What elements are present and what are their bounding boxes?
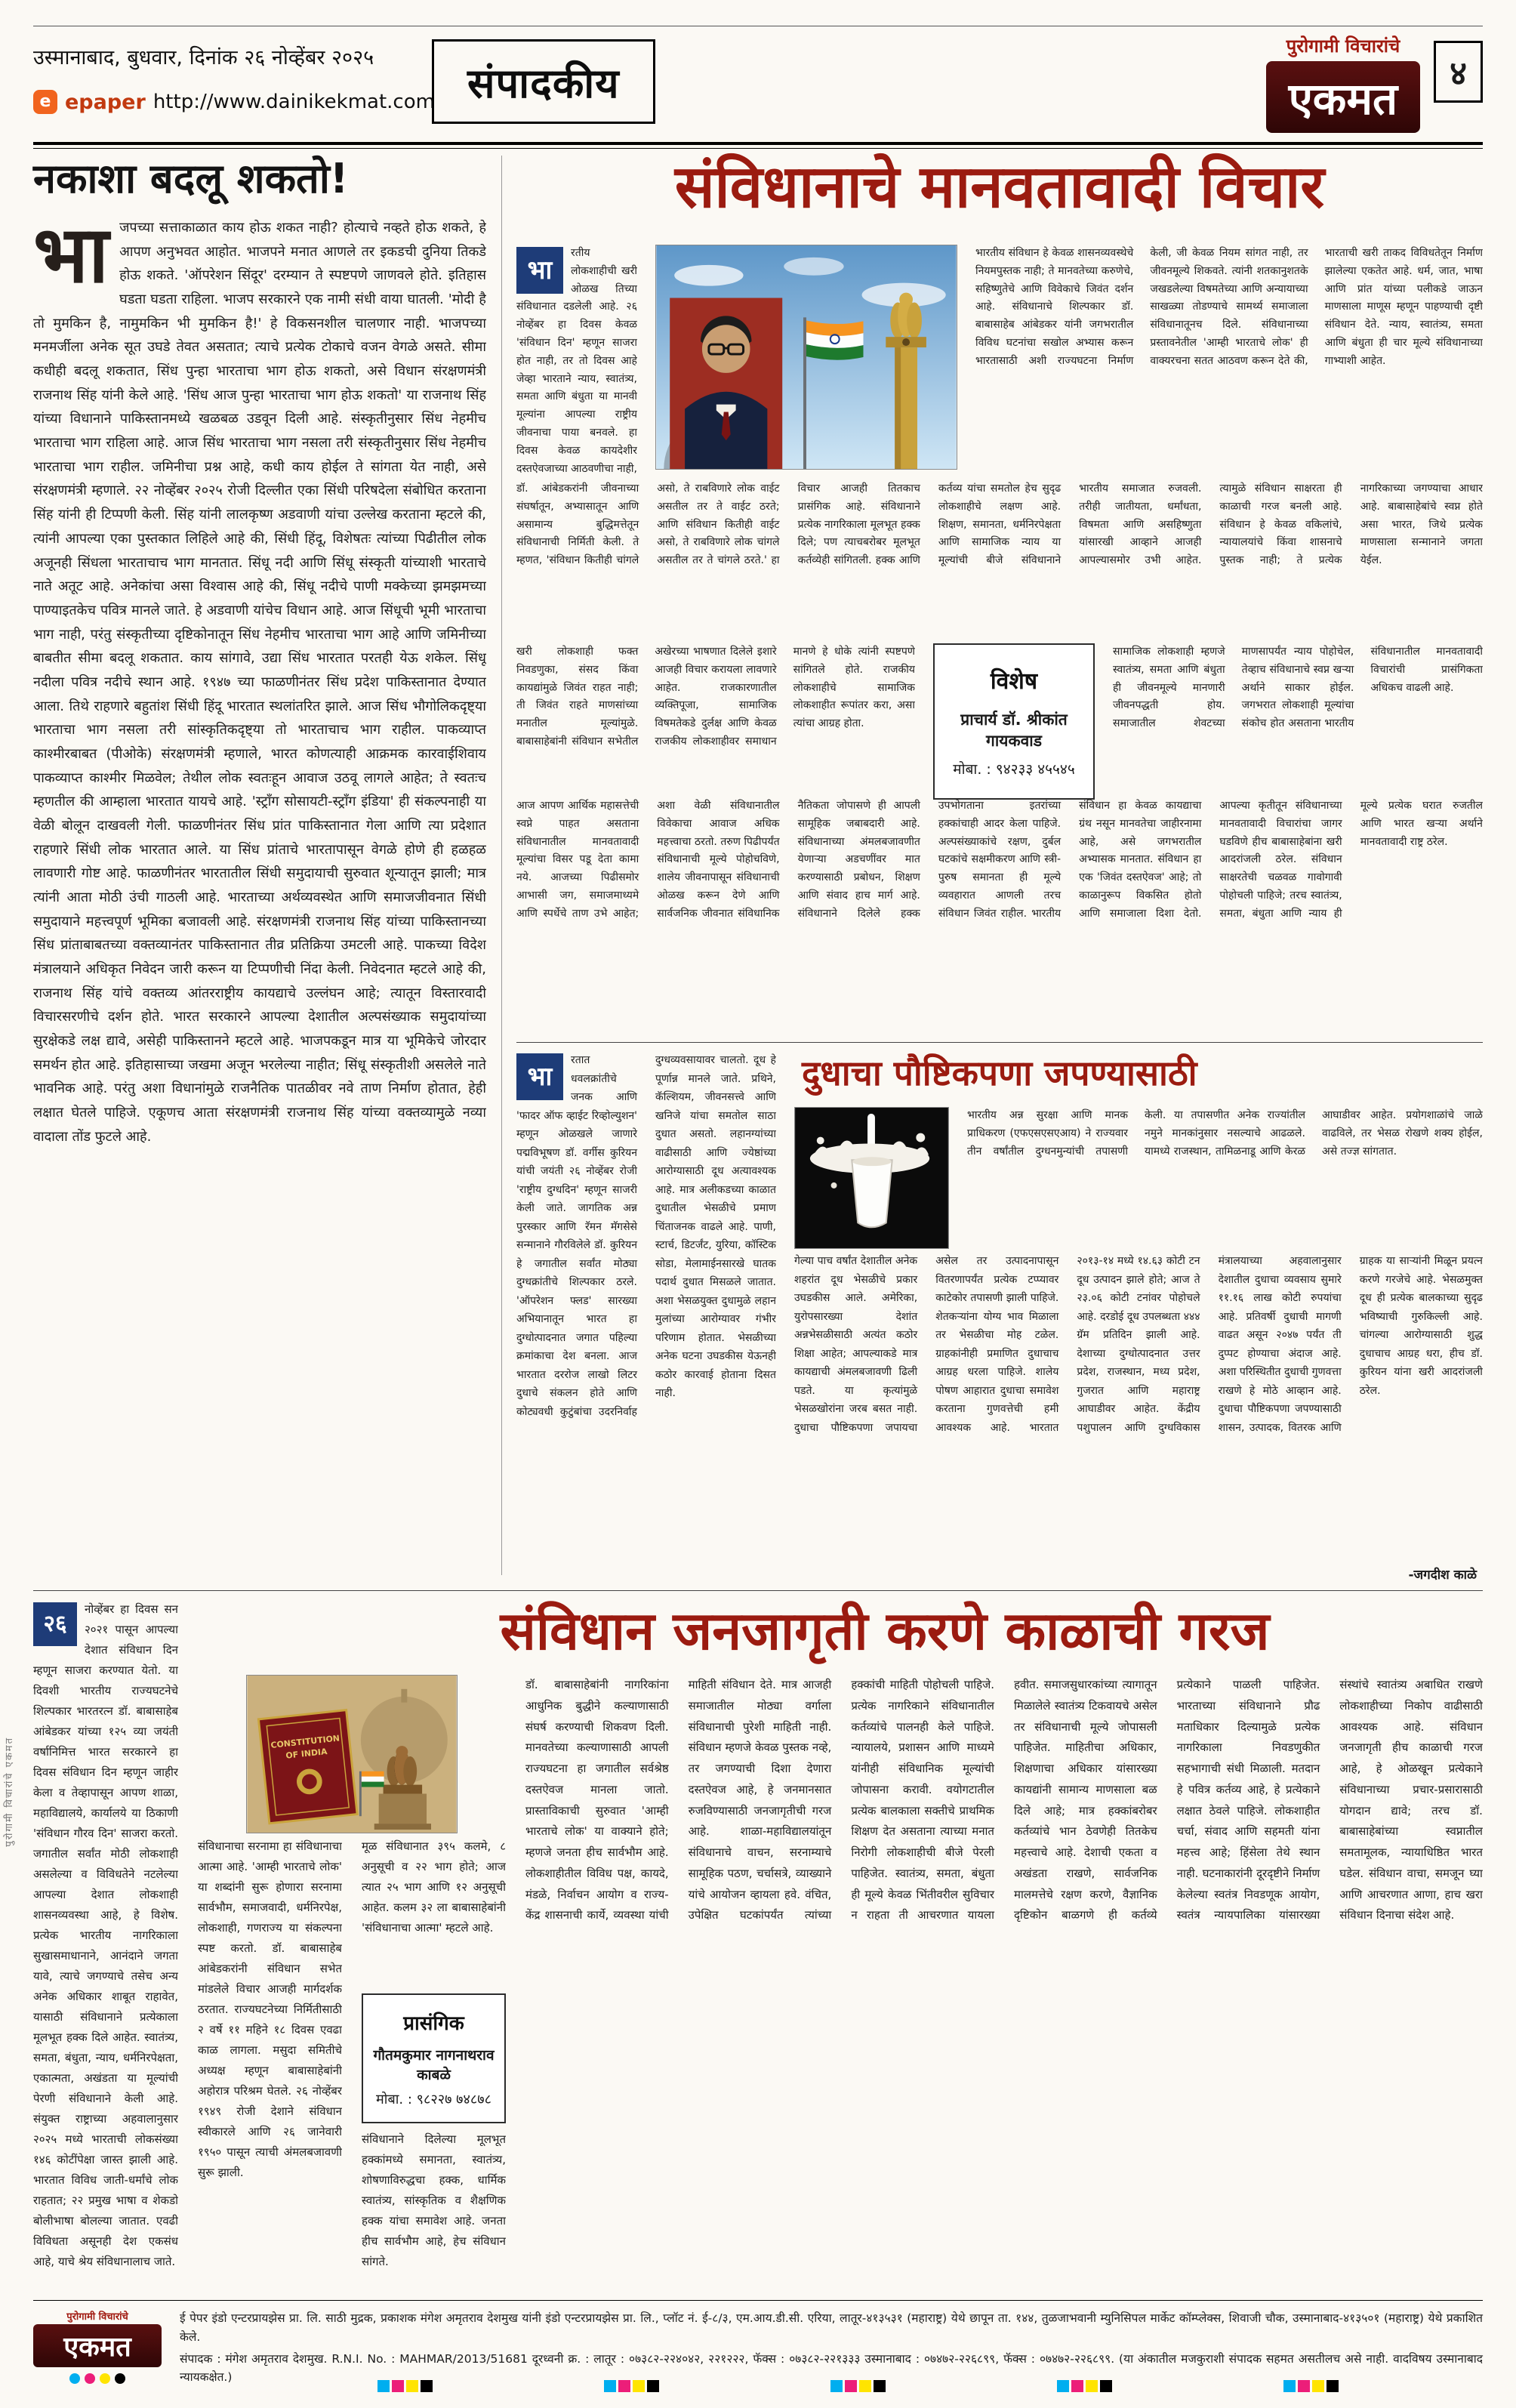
milk-photo-wrap (794, 1107, 949, 1250)
bottom-columns-right: डॉ. बाबासाहेबांनी नागरिकांना आधुनिक बुद्धीने कल्याणासाठी संघर्ष करण्याची शिकवण दिली. मानवतेच्या कल्याणासाठी आपली राज्यघटना हा जगातील सर्वश्रेष्ठ दस्तऐवज मानला जातो. प्रास्ताविकाची सुरुवात 'आम्ही भारताचे लोक' या वाक्याने होते; म्हणजे जनता हीच सार्वभौम आहे. लोकशाहीतील विविध पक्ष, कायदे, मंडळे, निर्वाचन आयोग व राज्य-केंद्र शासनाची कार्ये, व्यवस्था यांची माहिती संविधान देते. मात्र आजही समाजातील मोठ्या वर्गाला संविधानाची पुरेशी माहिती नाही. संविधान म्हणजे केवळ पुस्तक नव्हे, तर जगण्याची दिशा देणारा दस्तऐवज आहे, हे जनमानसात रुजविण्यासाठी जनजागृतीची गरज आहे. शाळा-महाविद्यालयांतून संविधानाचे वाचन, सरनाम्याचे सामूहिक पठण, चर्चासत्रे, व्याख्याने यांचे आयोजन व्हायला हवे. वंचित, उपेक्षित घटकांपर्यंत त्यांच्या हक्कांची माहिती पोहोचली पाहिजे. प्रत्येक नागरिकाने संविधानातील कर्तव्यांचे पालनही केले पाहिजे. न्यायालये, प्रशासन आणि माध्यमे यांनीही संविधानिक मूल्यांची जोपासना करावी. वयोगटातील प्रत्येक बालकाला सक्तीचे प्राथमिक शिक्षण देत असताना त्याच्या मनात निरोगी लोकशाहीची बीजे पेरली पाहिजेत. स्वातंत्र्य, समता, बंधुता ही मूल्ये केवळ भिंतीवरील सुविचार न राहता ती आचरणात यायला हवीत. समाजसुधारकांच्या त्यागातून मिळालेले स्वातंत्र्य टिकवायचे असेल तर संविधानाची मूल्ये जोपासली पाहिजेत. माहितीचा अधिकार, शिक्षणाचा अधिकार यांसारख्या कायद्यांनी सामान्य माणसाला बळ दिले आहे; मात्र हक्कांबरोबर कर्तव्यांचे भान ठेवणेही तितकेच महत्त्वाचे आहे. देशाची एकता व अखंडता राखणे, सार्वजनिक मालमत्तेचे रक्षण करणे, वैज्ञानिक दृष्टिकोन बाळगणे ही कर्तव्ये प्रत्येकाने पाळली पाहिजेत. भारताच्या संविधानाने प्रौढ मताधिकार दिल्यामुळे प्रत्येक नागरिकाला निवडणुकीत सहभागाची संधी मिळाली. मतदान हे पवित्र कर्तव्य आहे, हे प्रत्येकाने लक्षात ठेवले पाहिजे. लोकशाहीत चर्चा, संवाद आणि सहमती यांना महत्त्व आहे; हिंसेला तेथे स्थान नाही. घटनाकारांनी दूरदृष्टीने निर्माण केलेल्या स्वतंत्र निवडणूक आयोग, स्वतंत्र न्यायपालिका यांसारख्या संस्थांचे स्वातंत्र्य अबाधित राखणे लोकशाहीच्या निकोप वाढीसाठी आवश्यक आहे. संविधान जनजागृती हीच काळाची गरज आहे, हे ओळखून प्रत्येकाने संविधानाच्या प्रचार-प्रसारासाठी योगदान द्यावे; तरच डॉ. बाबासाहेबांच्या स्वप्नातील समतामूलक, न्यायाधिष्ठित भारत घडेल. संविधान वाचा, समजून घ्या आणि आचरणात आणा, हाच खरा संविधान दिनाचा संदेश आहे. (525, 1678, 1483, 1922)
milk-headline: दुधाचा पौष्टिकपणा जपण्यासाठी (802, 1053, 1197, 1093)
occasional-box-phone: मोबा. : ९८२२७ ७४८७८ (376, 2092, 491, 2107)
main-headline: संविधानाचे मानवतावादी विचार (674, 153, 1325, 221)
bottom-text-d1: मूळ संविधानात ३९५ कलमे, ८ अनुसूची व २२ भाग होते; आज त्यात २५ भाग आणि १२ अनुसूची आहेत. कलम ३२ ला बाबासाहेबांनी 'संविधानाचा आत्मा' म्हटले आहे. (362, 1839, 506, 1935)
main-band-a (516, 245, 1483, 479)
print-color-marks (1283, 2380, 1339, 2392)
main-photo-wrap (655, 245, 957, 479)
special-box-phone: मोबा. : ९४२३३ ४५५४५ (953, 761, 1075, 778)
footer-rule (33, 2300, 1483, 2301)
milk-row-1 (794, 1107, 1483, 1250)
constitution-book-photo (246, 1675, 458, 1833)
main-band-b: डॉ. आंबेडकरांनी जीवनाच्या संघर्षातून, अभ्यासातून आणि असामान्य बुद्धिमत्तेतून संविधानाची निर्मिती केली. ते म्हणत, 'संविधान कितीही चांगले असो, ते राबविणारे लोक वाईट असतील तर ते वाईट ठरते; आणि संविधान कितीही वाईट असो, ते राबविणारे लोक चांगले असतील तर ते चांगले ठरते.' हा विचार आजही तितकाच प्रासंगिक आहे. संविधानाने प्रत्येक नागरिकाला मूलभूत हक्क दिले; पण त्याचबरोबर मूलभूत कर्तव्येही सांगितली. हक्क आणि कर्तव्य यांचा समतोल हेच सुदृढ लोकशाहीचे लक्षण आहे. शिक्षण, समानता, धर्मनिरपेक्षता आणि सामाजिक न्याय या मूल्यांची बीजे संविधानाने भारतीय समाजात रुजवली. तरीही जातीयता, धर्मांधता, विषमता आणि असहिष्णुता यांसारखी आव्हाने आजही आपल्यासमोर उभी आहेत. त्यामुळे संविधान साक्षरता ही काळाची गरज बनली आहे. संविधान हे केवळ वकिलांचे, न्यायालयांचे किंवा शासनाचे पुस्तक नाही; ते प्रत्येक नागरिकाच्या जगण्याचा आधार आहे. बाबासाहेबांचे स्वप्न होते असा भारत, जिथे प्रत्येक माणसाला सन्मानाने जगता येईल. (516, 483, 1483, 567)
section-title-box: संपादकीय (432, 39, 655, 124)
main-band-d: आज आपण आर्थिक महासत्तेची स्वप्ने पाहत असताना संविधानातील मानवतावादी मूल्यांचा विसर पडू देता कामा नये. आजच्या पिढीसमोर आभासी जग, समाजमाध्यमे आणि स्पर्धेचे ताण उभे आहेत; अशा वेळी संविधानातील विवेकाचा आवाज अधिक महत्त्वाचा ठरतो. तरुण पिढीपर्यंत संविधानाची मूल्ये पोहोचविणे, शालेय जीवनापासून संविधानाची ओळख करून देणे आणि सार्वजनिक जीवनात संविधानिक नैतिकता जोपासणे ही आपली सामूहिक जबाबदारी आहे. संविधानाच्या अंमलबजावणीत येणाऱ्या अडचणींवर मात करण्यासाठी प्रबोधन, शिक्षण आणि संवाद हाच मार्ग आहे. संविधानाने दिलेले हक्क उपभोगताना इतरांच्या हक्कांचाही आदर केला पाहिजे. अल्पसंख्याकांचे रक्षण, दुर्बल घटकांचे सक्षमीकरण आणि स्त्री-पुरुष समानता ही मूल्ये व्यवहारात आणली तरच संविधान जिवंत राहील. भारतीय संविधान हा केवळ कायद्याचा ग्रंथ नसून मानवतेचा जाहीरनामा आहे, असे जगभरातील अभ्यासक मानतात. संविधान हा एक 'जिवंत दस्तऐवज' आहे; तो काळानुरूप विकसित होतो आणि समाजाला दिशा देतो. आपल्या कृतीतून संविधानाच्या मानवतावादी विचारांचा जागर घडविणे हीच बाबासाहेबांना खरी आदरांजली ठरेल. संविधान साक्षरतेची चळवळ गावोगावी पोहोचली पाहिजे; तरच स्वातंत्र्य, समता, बंधुता आणि न्याय ही मूल्ये प्रत्येक घरात रुजतील आणि भारत खऱ्या अर्थाने मानवतावादी राष्ट्र ठरेल. (516, 800, 1483, 920)
page-header (33, 33, 1483, 140)
section-rule-2 (33, 1590, 1483, 1591)
occasional-box-title: प्रासंगिक (403, 2012, 464, 2035)
footer-imprint (180, 2309, 1483, 2387)
bottom-col-1 (33, 1599, 178, 2291)
print-color-marks (604, 2380, 659, 2392)
milk-col-left (516, 1051, 776, 1584)
column-rule (501, 156, 502, 1575)
main-text-a1: रतीय लोकशाहीची खरी ओळख तिच्या संविधानात दडलेली आहे. २६ नोव्हेंबर हा दिवस केवळ 'संविधान दिन' म्हणून साजरा होत नाही, तर तो दिवस आहे जेव्हा भारताने न्याय, स्वातंत्र्य, समता आणि बंधुता या मानवी मूल्यांना आपल्या राष्ट्रीय जीवनाचा पाया बनवले. हा दिवस केवळ कायदेशीर दस्तऐवजाच्या आठवणीचा नाही, (516, 247, 637, 475)
milk-text-a: रतात धवलक्रांतीचे जनक आणि 'फादर ऑफ व्हाईट रिव्होल्युशन' म्हणून ओळखले जाणारे पद्मविभूषण डॉ. वर्गीस कुरियन यांची जयंती २६ नोव्हेंबर रोजी 'राष्ट्रीय दुग्धदिन' म्हणून साजरी केली जाते. जागतिक अन्न पुरस्कार आणि रॅमन मॅगसेसे सन्मानाने गौरविलेले डॉ. कुरियन हे जगातील सर्वांत मोठ्या दुग्धक्रांतीचे शिल्पकार ठरले. 'ऑपरेशन फ्लड' सारख्या अभियानातून भारत हा दुग्धोत्पादनात जगात पहिल्या क्रमांकाचा देश बनला. आज भारतात दररोज लाखो लिटर दुधाचे संकलन होते आणि कोट्यवधी कुटुंबांचा उदरनिर्वाह दुग्धव्यवसायावर चालतो. दूध हे पूर्णान्न मानले जाते. प्रथिने, कॅल्शियम, जीवनसत्त्वे आणि खनिजे यांचा समतोल साठा दुधात असतो. लहानग्यांच्या वाढीसाठी आणि ज्येष्ठांच्या आरोग्यासाठी दूध अत्यावश्यक आहे. मात्र अलीकडच्या काळात दुधातील भेसळीचे प्रमाण चिंताजनक वाढले आहे. पाणी, स्टार्च, डिटर्जंट, युरिया, कॉस्टिक सोडा, मेलामाईनसारखे घातक पदार्थ दुधात मिसळले जातात. अशा भेसळयुक्त दुधामुळे लहान मुलांच्या आरोग्यावर गंभीर परिणाम होतात. भेसळीच्या अनेक घटना उघडकीस येऊनही कठोर कारवाई होताना दिसत नाही. (516, 1054, 776, 1418)
indian-flag (806, 320, 863, 359)
bottom-sub-left (198, 1675, 506, 2291)
special-box-author: प्राचार्य डॉ. श्रीकांत गायकवाड (960, 711, 1068, 750)
constitution-photo-wrap (246, 1675, 458, 1836)
main-band-c (516, 643, 1483, 796)
epaper-url[interactable]: http://www.dainikekmat.com (153, 91, 435, 113)
section-rule-1 (516, 1042, 1483, 1043)
header-right (1266, 33, 1483, 133)
footer-masthead (33, 2309, 162, 2384)
main-article (516, 153, 1483, 1038)
footer-masthead-logo: एकमत (33, 2324, 162, 2367)
milk-glass (852, 1160, 892, 1227)
bottom-body (198, 1675, 1483, 2291)
milk-dropcap: भा (516, 1053, 563, 1100)
masthead-tagline: पुरोगामी विचारांचे (1286, 35, 1400, 57)
bottom-article (33, 1599, 1483, 2291)
main-col-1 (516, 245, 637, 479)
bottom-dropcap: २६ (33, 1602, 77, 1646)
bottom-headline: संविधान जनजागृती करणे काळाची गरज (500, 1600, 1270, 1662)
epaper-icon: e (33, 90, 57, 114)
bottom-text-a: नोव्हेंबर हा दिवस सन २०२१ पासून आपल्या देशात संविधान दिन म्हणून साजरा करण्यात येतो. या दिवशी भारतीय राज्यघटनेचे शिल्पकार भारतरत्न डॉ. बाबासाहेब आंबेडकर यांच्या १२५ व्या जयंती वर्षानिमित्त भारत सरकारने हा दिवस संविधान दिन म्हणून जाहीर केला व तेव्हापासून आपण शाळा, महाविद्यालये, कार्यालये या ठिकाणी 'संविधान गौरव दिन' साजरा करतो. जगातील सर्वांत मोठी लोकशाही असलेल्या व विविधतेने नटलेल्या आपल्या देशात लोकशाही शासनव्यवस्था आहे, हे विशेष. प्रत्येक भारतीय नागरिकाला सुखासमाधानाने, आनंदाने जगता यावे, त्याचे जगण्याचे तसेच अन्य अनेक अधिकार शाबूत राहावेत, यासाठी संविधानाने प्रत्येकाला मूलभूत हक्क दिले आहेत. स्वातंत्र्य, समता, बंधुता, न्याय, धर्मनिरपेक्षता, एकात्मता, अखंडता या मूल्यांची पेरणी संविधानाने केली आहे. संयुक्त राष्ट्राच्या अहवालानुसार २०२५ मध्ये भारताची लोकसंख्या १४६ कोटींपेक्षा जास्त झाली आहे. भारतात विविध जाती-धर्मांचे लोक राहतात; २२ प्रमुख भाषा व शेकडो बोलीभाषा बोलल्या जातात. एवढी विविधता असूनही देश एकसंध आहे, याचे श्रेय संविधानालाच जाते. (33, 1602, 178, 2268)
milk-band-lower: गेल्या पाच वर्षांत देशातील अनेक शहरांत दूध भेसळीचे प्रकार उघडकीस आले. अमेरिका, युरोपसारख्या देशांत अन्नभेसळीसाठी अत्यंत कठोर शिक्षा आहेत; आपल्याकडे मात्र कायद्याची अंमलबजावणी ढिली पडते. या कृत्यांमुळे भेसळखोरांना जरब बसत नाही. दुधाचा पौष्टिकपणा जपायचा असेल तर उत्पादनापासून वितरणापर्यंत प्रत्येक टप्प्यावर काटेकोर तपासणी झाली पाहिजे. शेतकऱ्यांना योग्य भाव मिळाला तर भेसळीचा मोह टळेल. ग्राहकांनीही प्रमाणित दुधाचाच आग्रह धरला पाहिजे. शालेय पोषण आहारात दुधाचा समावेश करताना गुणवत्तेची हमी आवश्यक आहे. भारतात २०१३-१४ मध्ये १४.६३ कोटी टन दूध उत्पादन झाले होते; आज ते २३.०६ कोटी टनांवर पोहोचले आहे. दरडोई दूध उपलब्धता ४४४ ग्रॅम प्रतिदिन झाली आहे. देशाच्या दुग्धोत्पादनात उत्तर प्रदेश, राजस्थान, मध्य प्रदेश, गुजरात आणि महाराष्ट्र आघाडीवर आहेत. केंद्रीय पशुपालन आणि दुग्धविकास मंत्रालयाच्या अहवालानुसार देशातील दुधाचा व्यवसाय सुमारे ११.१६ लाख कोटी रुपयांचा आहे. प्रतिवर्षी दुधाची मागणी वाढत असून २०४७ पर्यंत ती दुप्पट होण्याचा अंदाज आहे. अशा परिस्थितीत दुधाची गुणवत्ता राखणे हे मोठे आव्हान आहे. दुधाचा पौष्टिकपणा जपण्यासाठी शासन, उत्पादक, वितरक आणि ग्राहक या साऱ्यांनी मिळून प्रयत्न करणे गरजेचे आहे. भेसळमुक्त दूध ही प्रत्येक बालकाच्या सुदृढ भविष्याची गुरुकिल्ली आहे. चांगल्या आरोग्यासाठी शुद्ध दुधाचाच आग्रह धरा, हीच डॉ. कुरियन यांना खरी आदरांजली ठरेल. (794, 1255, 1483, 1434)
bottom-col-3 (362, 1836, 506, 2291)
bottom-right (198, 1599, 1483, 2291)
bottom-subleft-columns (198, 1836, 506, 2291)
constitution-title-line1: CONSTITUTION (270, 1733, 340, 1750)
editorial-article (33, 156, 486, 1575)
print-registration-marks (0, 2380, 1516, 2395)
header-rule-thick (33, 142, 1483, 145)
page-number-box: ४ (1434, 41, 1483, 103)
print-color-marks (830, 2380, 886, 2392)
main-band-c-right: सामाजिक लोकशाही म्हणजे स्वातंत्र्य, समता आणि बंधुता ही जीवनमूल्ये मानणारी जीवनपद्धती होय. समाजातील शेवटच्या माणसापर्यंत न्याय पोहोचेल, तेव्हाच संविधानाचे स्वप्न खऱ्या अर्थाने साकार होईल. जगभरात लोकशाही मूल्यांचा संकोच होत असताना भारतीय संविधानातील मानवतावादी विचारांची प्रासंगिकता अधिकच वाढली आहे. (1113, 646, 1483, 730)
footer-imprint-line2: संपादक : मंगेश अमृतराव देशमुख. R.N.I. No. : MAHMAR/2013/51681 दूरध्वनी क्र. : लातूर : ०७३८२-२२४०४२, २२१२२२, फॅक्स : ०७३८२-२२१३३३ उस्मानाबाद : ०७४७२-२२६८९९, फॅक्स : ०७४७२-२२६८९९. (या अंकातील मजकुराशी संपादक सहमत असतीलच असे नाही. वादविषय उस्मानाबाद न्यायकक्षेत.) (180, 2351, 1483, 2385)
constitution-title-line2: OF INDIA (285, 1747, 328, 1761)
constitution-book (258, 1710, 357, 1824)
editorial-dropcap: भा (33, 216, 109, 301)
epaper-label: epaper (65, 90, 146, 114)
print-color-marks (1057, 2380, 1112, 2392)
occasional-box (362, 1993, 506, 2123)
spine-text: पुरोगामी विचारांचे एकमत (4, 1737, 15, 1847)
milk-article (516, 1051, 1483, 1584)
footer (33, 2309, 1483, 2387)
milk-right (794, 1051, 1483, 1584)
milk-glass-photo (794, 1107, 949, 1249)
editorial-text: जपच्या सत्ताकाळात काय होऊ शकत नाही? होत्याचे नव्हते होऊ शकते, हे आपण अनुभवत आहोत. भाजपने मनात आणले तर इकडची दुनिया तिकडे होऊ शकते. 'ऑपरेशन सिंदूर' दरम्यान ते स्पष्टपणे जाणवले होते. इतिहास घडता घडता राहिला. भाजप सरकारने एक नामी संधी वाया घातली. 'मोदी है तो मुमकिन है, नामुमकिन भी मुमकिन है!' हे विकसनशील चालणार नाही. भाजपच्या मनमर्जीला अनेक सूत उघडे तेवत असतात; त्याचे प्रत्येक टोकाचे वजन वेगळे असते. सीमा कधीही बदलू शकतात, सिंध पुन्हा भारताचा भाग होऊ शकतो, असे विधान संरक्षणमंत्री राजनाथ सिंह यांनी केले आहे. 'सिंध आज पुन्हा भारताचा भाग होऊ शकतो' या राजनाथ सिंह यांच्या विधानाने पाकिस्तानमध्ये खळबळ उडवून दिली आहे. संस्कृतीनुसार सिंध नेहमीच भारताचा भाग राहिला आहे. आज सिंध भारताचा भाग नसला तरी संस्कृतीनुसार सिंध नेहमीच भारताचा भाग राहील. जमिनीचा प्रश्न आहे, कधी काय होईल ते सांगता येत नाही, असे संरक्षणमंत्री म्हणाले. २२ नोव्हेंबर २०२५ रोजी दिल्लीत एका सिंधी परिषदेला संबोधित करताना सिंह यांनी ही टिप्पणी केली. सिंह यांनी लालकृष्ण अडवाणी यांचा उल्लेख करताना म्हटले की, त्यांनी आपल्या एका पुस्तकात लिहिले आहे की, सिंधी हिंदू, विशेषतः त्यांच्या पिढीतील लोक अजूनही सिंधला भारताचाच भाग मानतात. सिंधू नदी आणि सिंधू संस्कृती यांच्याशी भारताचे नाते अतूट आहे. अनेकांचा असा विश्वास आहे की, सिंधू नदीचे पाणी मक्केच्या झमझमच्या पाण्याइतकेच पवित्र मानले जाते. हे अडवाणी यांचेच विधान आहे. आज सिंधूची भूमी भारताचा भाग नाही, परंतु संस्कृतीच्या दृष्टिकोनातून सिंध नेहमीच भारताचा भाग आहे आणि जमिनीच्या बाबतीत सीमा बदलू शकतात. काय सांगावे, उद्या सिंध भारतात परतही येऊ शकेल. सिंधू नदीला पवित्र नदीचे स्थान आहे. १९४७ च्या फाळणीनंतर सिंध प्रदेश पाकिस्तानात देण्यात आला. तिथे राहणारे बहुतांश सिंधी हिंदू भारतात स्थलांतरित झाले. आज सिंध भौगोलिकदृष्ट्या भारताचा भाग नसला तरी सांस्कृतिकदृष्ट्या तो भारताचाच भाग राहील. पाकव्याप्त काश्मीरबाबत (पीओके) संरक्षणमंत्री म्हणाले, भारत कोणत्याही आक्रमक कारवाईशिवाय पाकव्याप्त काश्मीर मिळवेल; तेथील लोक स्वतःहून आवाज उठवू लागले आहेत; ते स्वतःच म्हणतील की आम्हाला भारतात यायचे आहे. 'स्ट्राँग सोसायटी-स्ट्राँग इंडिया' ही संकल्पनाही या वेळी बोलून दाखवली गेली. फाळणीनंतर सिंध प्रांत पाकिस्तानात गेला आणि त्या प्रदेशात राहणारे सिंधी लोक भारतात आले. या सिंध प्रांताचे भारतापासून वेगळे होणे ही हळहळ लावणारी गोष्ट आहे. फाळणीनंतर भारतातील सिंधी समुदायाची सुरुवात शून्यातून झाली; मात्र त्यांनी आता मोठी उंची गाठली आहे. भारताच्या अर्थव्यवस्थेत आणि समाजजीवनात सिंधी समुदायाने महत्त्वपूर्ण भूमिका बजावली आहे. संरक्षणमंत्री राजनाथ सिंह यांच्या पाकिस्तानच्या सिंध प्रांताबाबतच्या वक्तव्यानंतर पाकिस्तानात तीव्र प्रतिक्रिया उमटली आहे. पाकच्या विदेश मंत्रालयाने अधिकृत निवेदन जारी करून या टिप्पणीची निंदा केली. निवेदनात म्हटले आहे की, राजनाथ सिंह यांचे वक्तव्य आंतरराष्ट्रीय कायद्याचे उल्लंघन आहे; त्यातून विस्तारवादी विचारसरणीचे दर्शन होते. भारत सरकारने आपल्या देशातील अल्पसंख्याक समुदायांच्या सुरक्षेकडे लक्ष द्यावे, असेही पाकिस्तानने म्हटले आहे. भाजपकडून मात्र या भूमिकेचे जोरदार समर्थन होत आहे. इतिहासाच्या जखमा अजून भरलेल्या नाहीत; सिंधू संस्कृतीशी असलेले नाते भावनिक आहे. परंतु अशा विधानांमुळे राजनैतिक पातळीवर नवे ताण निर्माण होतात, हेही लक्षात घेतले पाहिजे. एकूणच आता संरक्षणमंत्री राजनाथ सिंह यांच्या वक्तव्यामुळे नव्या वादाला तोंड फुटले आहे. (33, 220, 486, 1145)
header-rule-thin (33, 148, 1483, 149)
print-color-marks (377, 2380, 433, 2392)
editorial-headline: नकाशा बदलू शकतो! (33, 155, 349, 202)
milk-cols-right-of-photo: भारतीय अन्न सुरक्षा आणि मानक प्राधिकरण (एफएसएसएआय) ने राज्यवार तीन वर्षांतील दुग्धनमुन्यांची तपासणी केली. या तपासणीत अनेक राज्यांतील नमुने मानकांनुसार नसल्याचे आढळले. यामध्ये राजस्थान, तामिळनाडू आणि केरळ आघाडीवर आहेत. प्रयोगशाळांचे जाळे वाढविले, तर भेसळ रोखणे शक्य होईल, असे तज्ज्ञ सांगतात. (967, 1109, 1483, 1158)
special-box-title: विशेष (990, 668, 1038, 695)
special-box (933, 643, 1095, 800)
special-box-wrap (933, 643, 1095, 796)
main-band-c-left: खरी लोकशाही फक्त निवडणुका, संसद किंवा कायद्यांमुळे जिवंत राहत नाही; ती जिवंत राहते माणसांच्या मनातील मूल्यांमुळे. बाबासाहेबांनी संविधान सभेतील अखेरच्या भाषणात दिलेले इशारे आजही विचार करायला लावणारे आहेत. राजकारणातील व्यक्तिपूजा, सामाजिक विषमतेकडे दुर्लक्ष आणि केवळ राजकीय लोकशाहीवर समाधान मानणे हे धोके त्यांनी स्पष्टपणे सांगितले होते. राजकीय लोकशाहीचे सामाजिक लोकशाहीत रूपांतर करा, असा त्यांचा आग्रह होता. (516, 646, 915, 748)
occasional-box-author: गौतमकुमार नागनाथराव काबळे (373, 2047, 495, 2083)
editorial-body (33, 216, 486, 1568)
main-dropcap: भा (516, 247, 563, 294)
ambedkar-constitution-photo (655, 245, 957, 470)
bottom-text-d2: संविधानाने दिलेल्या मूलभूत हक्कांमध्ये समानता, स्वातंत्र्य, शोषणाविरुद्धचा हक्क, धार्मिक स्वातंत्र्य, सांस्कृतिक व शैक्षणिक हक्क यांचा समावेश आहे. जनता हीच सार्वभौम आहे, हेच संविधान सांगते. (362, 2132, 506, 2268)
flag-pole (803, 317, 806, 469)
footer-imprint-line1: ई पेपर इंडो एन्टरप्रायझेस प्रा. लि. साठी मुद्रक, प्रकाशक मंगेश अमृतराव देशमुख यांनी इंडो एन्टरप्रायझेस प्रा. लि., प्लॉट नं. ई-८/३, एम.आय.डी.सी. एरिया, लातूर-४१३५३१ (महाराष्ट्र) येथे छापून ता. १४४, तुळजाभवानी म्युनिसिपल मार्केट कॉम्प्लेक्स, शिवाजी चौक, उस्मानाबाद-४१३५०१ (महाराष्ट्र) येथे प्रकाशित केले. (180, 2311, 1483, 2344)
date-line: उस्मानाबाद, बुधवार, दिनांक २६ नोव्हेंबर २०२५ (33, 46, 374, 69)
main-cols-right-of-photo: भारतीय संविधान हे केवळ शासनव्यवस्थेचे नियमपुस्तक नाही; ते मानवतेच्या करुणेचे, सहिष्णुतेचे आणि विवेकाचे जिवंत दर्शन आहे. संविधानाचे शिल्पकार डॉ. बाबासाहेब आंबेडकर यांनी जगभरातील विविध घटनांचा सखोल अभ्यास करून भारतासाठी अशी राज्यघटना निर्माण केली, जी केवळ नियम सांगत नाही, तर जीवनमूल्ये शिकवते. त्यांनी शतकानुशतके जखडलेल्या विषमतेच्या आणि अन्यायाच्या साखळ्या तोडण्याचे सामर्थ्य समाजाला संविधानातूनच दिले. संविधानाच्या प्रस्तावनेतील 'आम्ही भारताचे लोक' ही वाक्यरचना सतत आठवण करून देते की, भारताची खरी ताकद विविधतेतून निर्माण झालेल्या एकतेत आहे. धर्म, जात, भाषा आणि प्रांत यांच्या पलीकडे जाऊन माणसाला माणूस म्हणून पाहण्याची दृष्टी संविधान देते. न्याय, स्वातंत्र्य, समता आणि बंधुता ही चार मूल्ये संविधानाच्या गाभ्याशी आहेत. (975, 247, 1483, 367)
bottom-col-2: संविधानाचा सरनामा हा संविधानाचा आत्मा आहे. 'आम्ही भारताचे लोक' या शब्दांनी सुरू होणारा सरनामा सार्वभौम, समाजवादी, धर्मनिरपेक्ष, लोकशाही, गणराज्य या संकल्पना स्पष्ट करतो. डॉ. बाबासाहेब आंबेडकरांनी संविधान सभेत मांडलेले विचार आजही मार्गदर्शक ठरतात. राज्यघटनेच्या निर्मितीसाठी २ वर्षे ११ महिने १८ दिवस एवढा काळ लागला. मसुदा समितीचे अध्यक्ष म्हणून बाबासाहेबांनी अहोरात्र परिश्रम घेतले. २६ नोव्हेंबर १९४९ रोजी देशाने संविधान स्वीकारले आणि २६ जानेवारी १९५० पासून त्याची अंमलबजावणी सुरू झाली. (198, 1839, 342, 2179)
masthead-logo: एकमत (1266, 61, 1420, 133)
masthead (1266, 33, 1420, 133)
milk-byline: -जगदीश काळे (1408, 1568, 1477, 1583)
footer-masthead-tagline: पुरोगामी विचारांचे (66, 2311, 128, 2323)
